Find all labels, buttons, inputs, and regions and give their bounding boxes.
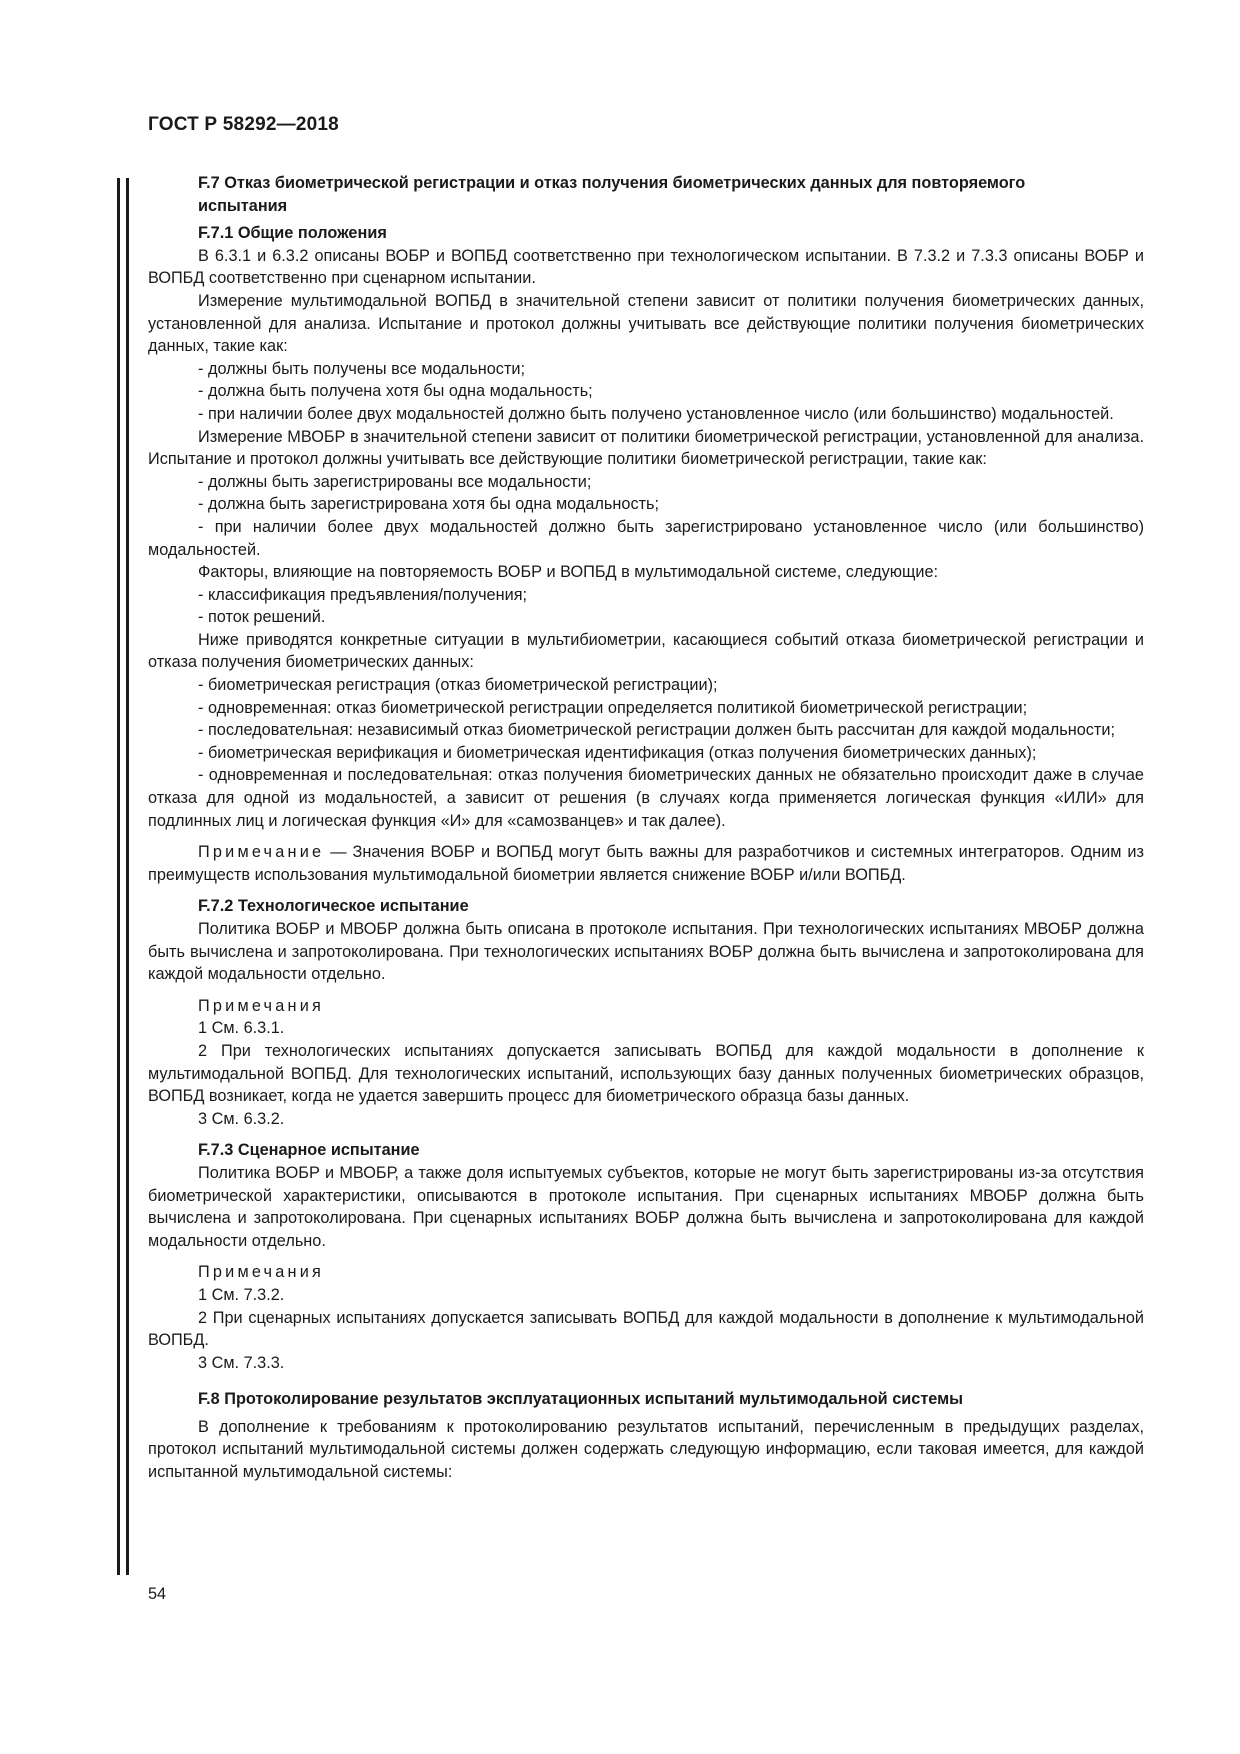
notes-label: Примечания	[198, 1263, 324, 1282]
change-bar-left	[117, 178, 120, 1575]
document-header: ГОСТ Р 58292—2018	[148, 114, 339, 135]
list-item: - последовательная: независимый отказ биометрической регистрации должен быть рассчитан для каждой модальности;	[198, 721, 1115, 740]
note-item: 3 См. 7.3.3.	[198, 1353, 285, 1372]
note-text: — Значения ВОБР и ВОПБД могут быть важны для разработчиков и системных интеграторов. Одним из преимуществ использования мультимодальной биометрии является снижение ВОБР и/или ВОПБД.	[148, 843, 1144, 884]
paragraph: В 6.3.1 и 6.3.2 описаны ВОБР и ВОПБД соответственно при технологическом испытании. В 7.3.2 и 7.3.3 описаны ВОБР и ВОПБД соответственно при сценарном испытании.	[148, 246, 1144, 288]
note	[148, 841, 1144, 886]
section-title-f8: F.8 Протоколирование результатов эксплуатационных испытаний мультимодальной системы	[198, 1390, 964, 1409]
list-item: - должна быть зарегистрирована хотя бы одна модальность;	[198, 495, 660, 514]
list-item: - должны быть получены все модальности;	[198, 359, 526, 378]
list-item: - одновременная: отказ биометрической регистрации определяется политикой биометрической регистрации;	[198, 698, 1028, 717]
list-item: - биометрическая регистрация (отказ биометрической регистрации);	[198, 676, 718, 695]
section-title-f7: F.7 Отказ биометрической регистрации и отказ получения биометрических данных для повторяемого испытания	[198, 174, 1026, 215]
paragraph: Политика ВОБР и МВОБР должна быть описана в протоколе испытания. При технологических испытаниях МВОБР должна быть вычислена и запротоколирована. При технологических испытаниях ВОБР должна быть вычислена и запротоколирована для каждой модальности отдельно.	[148, 920, 1144, 984]
note-item: 1 См. 7.3.2.	[198, 1285, 285, 1304]
list-item: - классификация предъявления/получения;	[198, 585, 528, 604]
list-item: - при наличии более двух модальностей должно быть получено установленное число (или большинство) модальностей.	[198, 404, 1114, 423]
list-item: - должны быть зарегистрированы все модальности;	[198, 472, 592, 491]
note-label: Примечание	[198, 843, 325, 862]
list-item: - одновременная и последовательная: отказ получения биометрических данных не обязательно происходит даже в случае отказа для одной из модальностей, а зависит от решения (в случаях когда применяется логическая функция «ИЛИ» для подлинных лиц и логическая функция «И» для «самозванцев» и так далее).	[148, 766, 1144, 830]
paragraph: Политика ВОБР и МВОБР, а также доля испытуемых субъектов, которые не могут быть зарегистрированы из-за отсутствия биометрической характеристики, описываются в протоколе испытания. При сценарных испытаниях МВОБР должна быть вычислена и запротоколирована. При сценарных испытаниях ВОБР должна быть вычислена и запротоколирована для каждой модальности отдельно.	[148, 1163, 1144, 1250]
list-item: - биометрическая верификация и биометрическая идентификация (отказ получения биометрических данных);	[198, 743, 1037, 762]
change-bar-right	[126, 178, 129, 1575]
paragraph: Факторы, влияющие на повторяемость ВОБР и ВОПБД в мультимодальной системе, следующие:	[198, 563, 939, 582]
notes-label: Примечания	[198, 996, 324, 1015]
paragraph: В дополнение к требованиям к протоколированию результатов испытаний, перечисленным в предыдущих разделах, протокол испытаний мультимодальной системы должен содержать следующую информацию, если таковая имеется, для каждой испытанной мультимодальной системы:	[148, 1417, 1144, 1482]
note-item: 2 При технологических испытаниях допускается записывать ВОПБД для каждой модальности в дополнение к мультимодальной ВОПБД. Для технологических испытаний, использующих базу данных полученных биометрических образцов, ВОПБД возникает, когда не удается завершить процесс для биометрического образца базы данных.	[148, 1041, 1144, 1106]
paragraph: Измерение МВОБР в значительной степени зависит от политики биометрической регистрации, установленной для анализа. Испытание и протокол должны учитывать все действующие политики биометрической регистрации, такие как:	[148, 427, 1144, 469]
list-item: - поток решений.	[198, 608, 326, 627]
section-title-f73: F.7.3 Сценарное испытание	[198, 1141, 420, 1160]
paragraph: Ниже приводятся конкретные ситуации в мультибиометрии, касающиеся событий отказа биометрической регистрации и отказа получения биометрических данных:	[148, 630, 1144, 672]
note-item: 1 См. 6.3.1.	[198, 1019, 285, 1038]
section-title-f72: F.7.2 Технологическое испытание	[198, 897, 469, 916]
note-item: 2 При сценарных испытаниях допускается записывать ВОПБД для каждой модальности в дополнение к мультимодальной ВОПБД.	[148, 1308, 1144, 1350]
list-item: - должна быть получена хотя бы одна модальность;	[198, 382, 593, 401]
paragraph: Измерение мультимодальной ВОПБД в значительной степени зависит от политики получения биометрических данных, установленной для анализа. Испытание и протокол должны учитывать все действующие политики получения биометрических данных, такие как:	[148, 291, 1144, 356]
document-body	[148, 172, 1144, 1484]
list-item: - при наличии более двух модальностей должно быть зарегистрировано установленное число (или большинство) модальностей.	[148, 517, 1144, 559]
section-title-f71: F.7.1 Общие положения	[198, 224, 387, 243]
page-number: 54	[148, 1585, 167, 1603]
note-item: 3 См. 6.3.2.	[198, 1109, 285, 1128]
